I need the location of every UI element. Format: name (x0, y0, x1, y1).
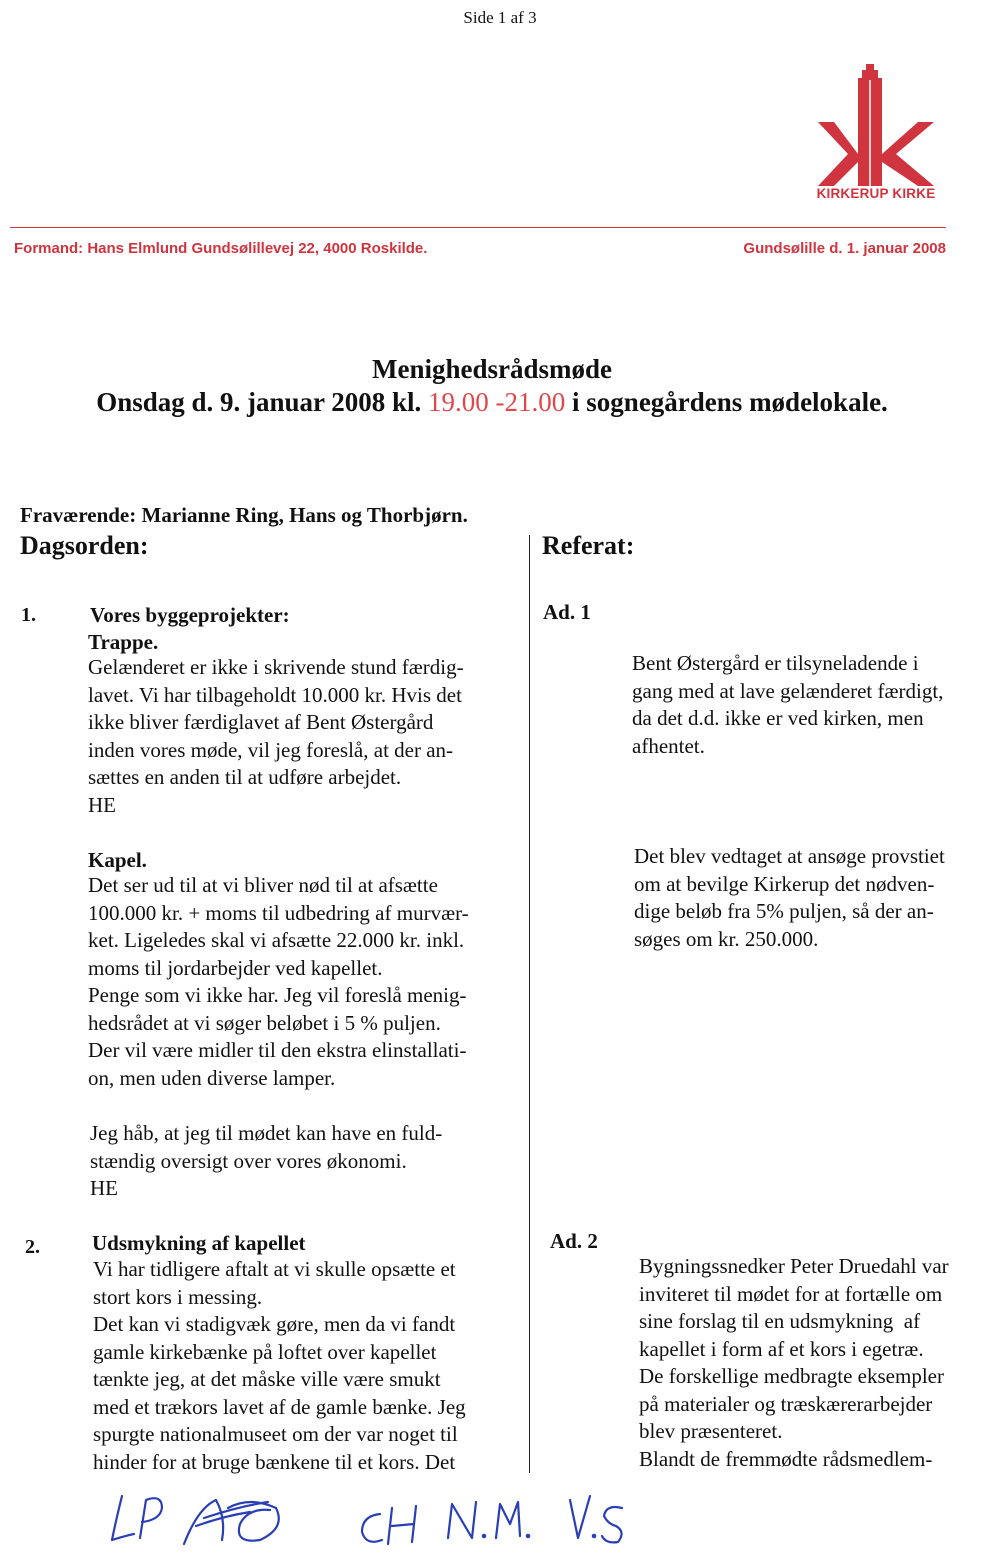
chairman-address: Formand: Hans Elmlund Gundsølillevej 22, 4000 Roskilde. (14, 240, 428, 257)
agenda-subitem-title: Trappe. (88, 630, 159, 654)
agenda-heading: Dagsorden: (20, 531, 149, 560)
meeting-time: 19.00 -21.00 (428, 387, 566, 417)
page-number: Side 1 af 3 (463, 8, 537, 27)
logo-text: KIRKERUP KIRKE (816, 186, 936, 201)
agenda-subitem-text: Jeg håb, at jeg til mødet kan have en fuld- stændig oversigt over vores økonomi. HE (90, 1121, 443, 1200)
meeting-location: i sognegårdens mødelokale. (565, 387, 888, 417)
header-divider (10, 227, 946, 228)
absent-members: Fraværende: Marianne Ring, Hans og Thorbjørn. (20, 503, 468, 527)
agenda-item-title: Udsmykning af kapellet (92, 1231, 306, 1255)
document-date: Gundsølille d. 1. januar 2008 (743, 240, 946, 257)
agenda-item-number: 2. (25, 1236, 40, 1258)
agenda-subitem-text: Gelænderet er ikke i skrivende stund færdig- lavet. Vi har tilbageholdt 10.000 kr. Hvis det ikke bliver færdiglavet af Bent Østergård inden vores møde, vil jeg foreslå, at der an- sættes en anden til at udføre arbejdet. HE (88, 655, 464, 817)
document-title: Menighedsrådsmøde (371, 354, 612, 384)
agenda-item-number: 1. (21, 604, 36, 626)
minutes-item-text: Bygningssnedker Peter Druedahl var inviteret til mødet for at fortælle om sine forslag til en udsmykning af kapellet i form af et kors i egetræ. De forskellige medbragte eksempler på materialer og træskærerarbejder blev præsenteret. Blandt de fremmødte rådsmedlem- (639, 1254, 949, 1471)
minutes-item-text: Det blev vedtaget at ansøge provstiet om at bevilge Kirkerup det nødven- dige beløb fra 5% puljen, så der an- søges om kr. 250.000. (634, 844, 945, 951)
agenda-item-text: Vi har tidligere aftalt at vi skulle opsætte et stort kors i messing. Det kan vi stadigvæk gøre, men da vi fandt gamle kirkebænke på loftet over kapellet tænkte jeg, at det måske ville være smukt med et trækors lavet af de gamle bænke. Jeg spurgte nationalmuseet om der var noget til hinder for at bruge bænkene til et kors. Det (93, 1257, 466, 1474)
agenda-subitem-title: Kapel. (88, 848, 147, 872)
minutes-item-label: Ad. 1 (543, 600, 591, 624)
minutes-heading: Referat: (542, 531, 635, 560)
minutes-item-label: Ad. 2 (550, 1229, 598, 1253)
minutes-item-text: Bent Østergård er tilsyneladende i gang med at lave gelænderet færdigt, da det d.d. ikke er ved kirken, men afhentet. (632, 651, 944, 758)
meeting-date: Onsdag d. 9. januar 2008 kl. (96, 387, 429, 417)
meeting-info (0, 387, 984, 418)
agenda-item-title: Vores byggeprojekter: (90, 603, 290, 627)
handwritten-initials (100, 1478, 640, 1558)
agenda-subitem-text: Det ser ud til at vi bliver nød til at afsætte 100.000 kr. + moms til udbedring af murvær- ket. Ligeledes skal vi afsætte 22.000 kr. inkl. moms til jordarbejder ved kapellet. Penge som vi ikke har. Jeg vil foreslå menig- hedsrådet at vi søger beløbet i 5 % puljen. Der vil være midler til den ekstra elinstallati- on, men uden diverse lamper. (88, 873, 469, 1090)
column-divider (529, 535, 530, 1473)
